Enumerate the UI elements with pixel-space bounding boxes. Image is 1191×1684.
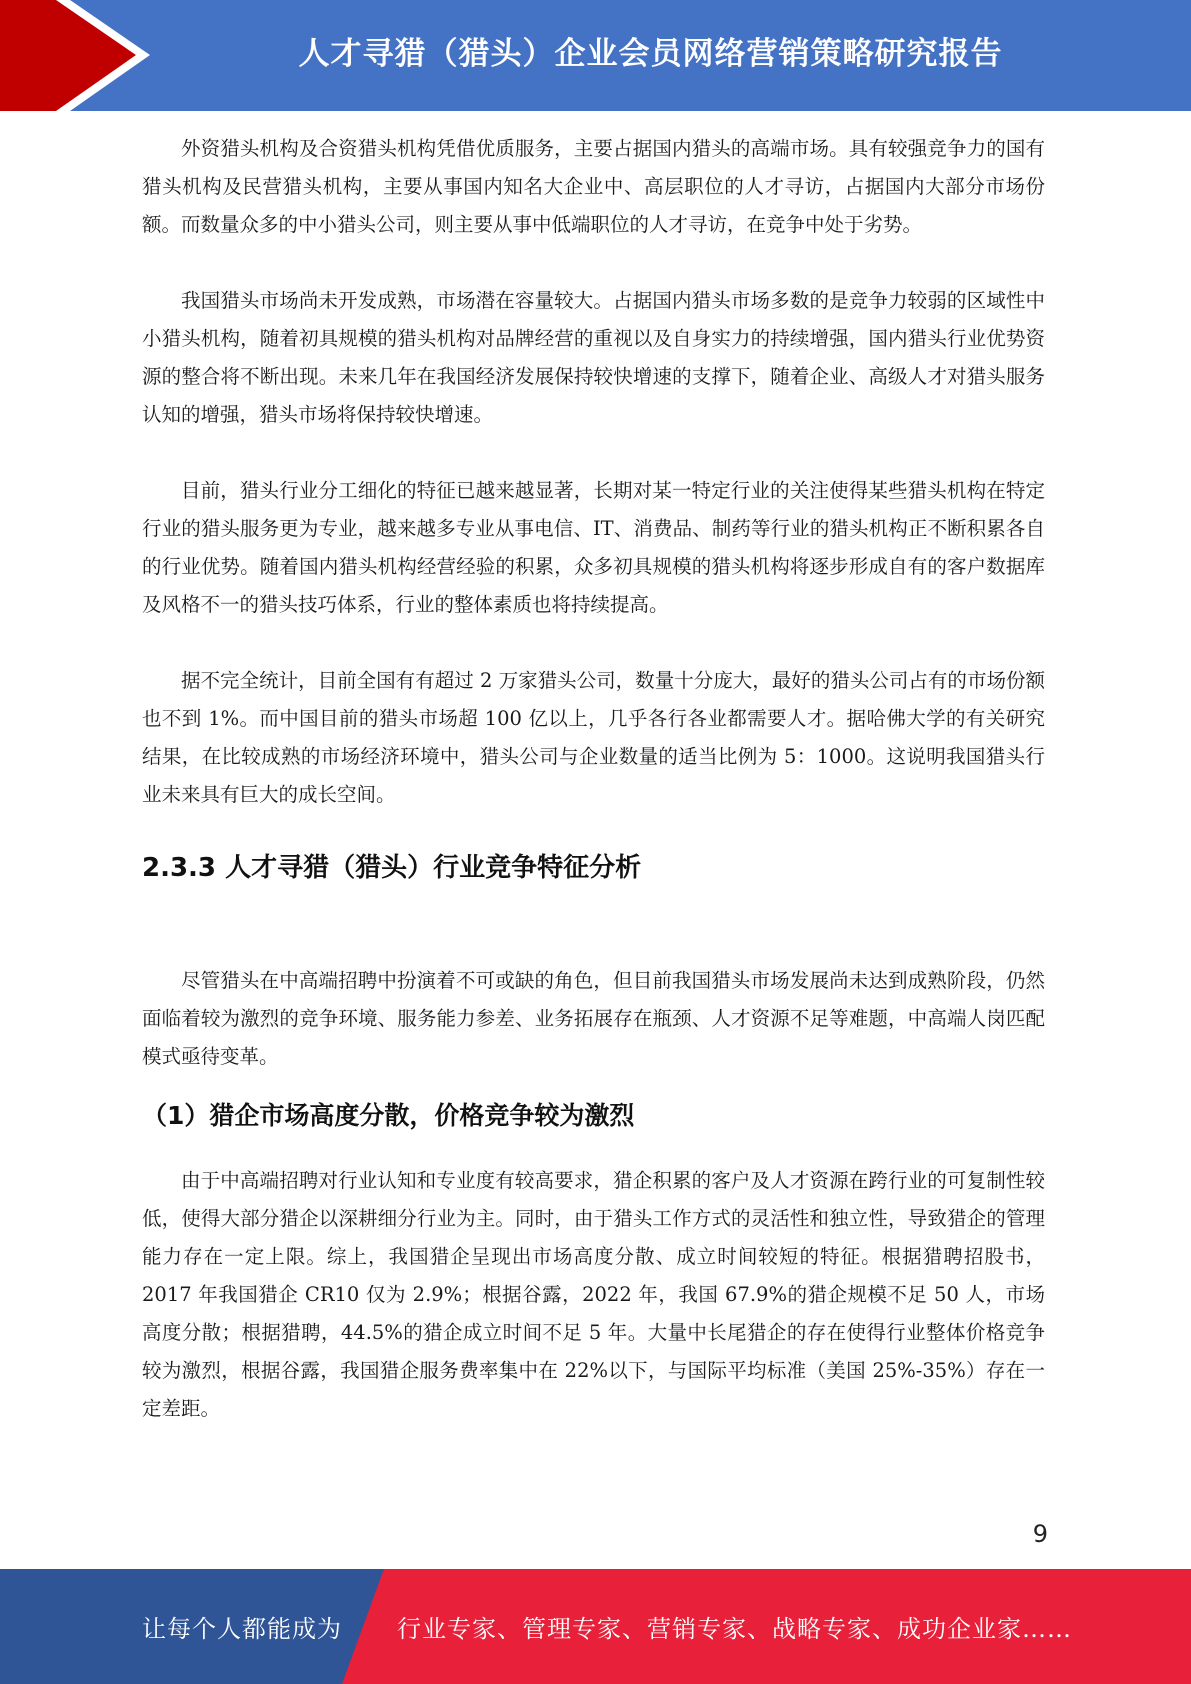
paragraph: 我国猎头市场尚未开发成熟，市场潜在容量较大。占据国内猎头市场多数的是竞争力较弱的区域性中小猎头机构，随着初具规模的猎头机构对品牌经营的重视以及自身实力的持续增强，国内猎头行业优势资源的整合将不断出现。未来几年在我国经济发展保持较快增速的支撑下，随着企业、高级人才对猎头服务认知的增强，猎头市场将保持较快增速。 <box>142 289 1045 426</box>
sub-paragraph: 由于中高端招聘对行业认知和专业度有较高要求，猎企积累的客户及人才资源在跨行业的可复制性较低，使得大部分猎企以深耕细分行业为主。同时，由于猎头工作方式的灵活性和独立性，导致猎企的管理能力存在一定上限。综上，我国猎企呈现出市场高度分散、成立时间较短的特征。根据猎聘招股书，2017 年我国猎企 CR10 仅为 2.9%；根据谷露，2022 年，我国 67.9%的猎企规模不足 50 人，市场高度分散；根据猎聘，44.5%的猎企成立时间不足 5 年。大量中长尾猎企的存在使得行业整体价格竞争较为激烈，根据谷露，我国猎企服务费率集中在 22%以下，与国际平均标准（美国 25%-35%）存在一定差距。 <box>142 1169 1045 1420</box>
footer-slogan-right: 行业专家、管理专家、营销专家、战略专家、成功企业家…… <box>397 1615 1072 1643</box>
red-chevron-icon <box>0 0 160 111</box>
paragraph: 外资猎头机构及合资猎头机构凭借优质服务，主要占据国内猎头的高端市场。具有较强竞争力的国有猎头机构及民营猎头机构，主要从事国内知名大企业中、高层职位的人才寻访，占据国内大部分市场份额。而数量众多的中小猎头公司，则主要从事中低端职位的人才寻访，在竞争中处于劣势。 <box>142 137 1045 236</box>
section-intro-paragraph: 尽管猎头在中高端招聘中扮演着不可或缺的角色，但目前我国猎头市场发展尚未达到成熟阶段，仍然面临着较为激烈的竞争环境、服务能力参差、业务拓展存在瓶颈、人才资源不足等难题，中高端人岗匹配模式亟待变革。 <box>142 969 1045 1068</box>
footer-slogan-left: 让每个人都能成为 <box>142 1615 342 1643</box>
sub-heading: （1）猎企市场高度分散，价格竞争较为激烈 <box>142 1101 635 1130</box>
footer-banner <box>0 1569 1191 1684</box>
page-content <box>142 130 1045 1428</box>
paragraph: 据不完全统计，目前全国有有超过 2 万家猎头公司，数量十分庞大，最好的猎头公司占有的市场份额也不到 1%。而中国目前的猎头市场超 100 亿以上，几乎各行各业都需要人才。据哈佛大学的有关研究结果，在比较成熟的市场经济环境中，猎头公司与企业数量的适当比例为 5：1000。这说明我国猎头行业未来具有巨大的成长空间。 <box>142 669 1045 806</box>
section-heading: 2.3.3 人才寻猎（猎头）行业竞争特征分析 <box>142 853 642 883</box>
page-number: 9 <box>1032 1520 1048 1548</box>
header-banner <box>0 0 1191 111</box>
report-title: 人才寻猎（猎头）企业会员网络营销策略研究报告 <box>298 35 1003 72</box>
paragraph: 目前，猎头行业分工细化的特征已越来越显著，长期对某一特定行业的关注使得某些猎头机构在特定行业的猎头服务更为专业，越来越多专业从事电信、IT、消费品、制药等行业的猎头机构正不断积累各自的行业优势。随着国内猎头机构经营经验的积累，众多初具规模的猎头机构将逐步形成自有的客户数据库及风格不一的猎头技巧体系，行业的整体素质也将持续提高。 <box>142 479 1045 616</box>
